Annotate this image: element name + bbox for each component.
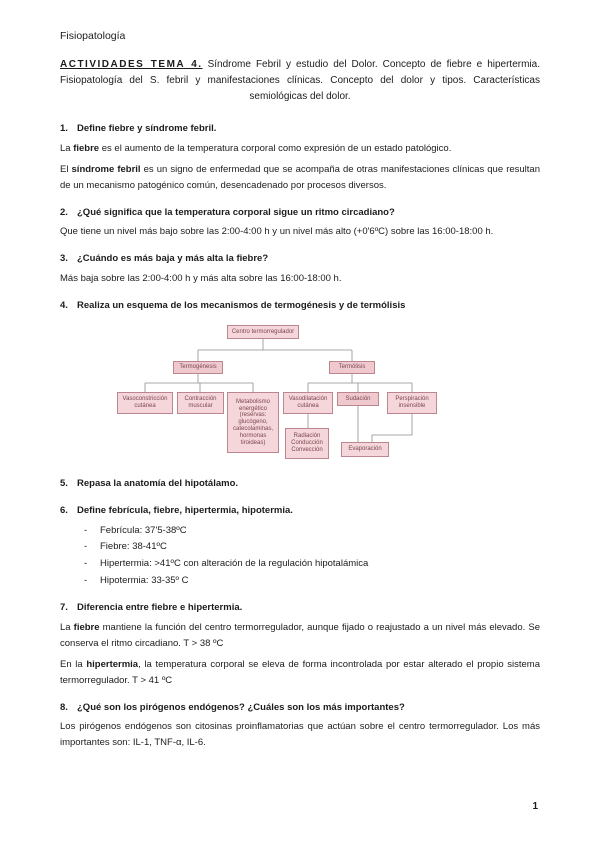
question-title: Diferencia entre fiebre e hipertermia.: [77, 602, 243, 614]
question-8-heading: [60, 701, 540, 716]
question-title: Realiza un esquema de los mecanismos de termogénesis y de termólisis: [77, 299, 406, 311]
question-1: [60, 122, 540, 194]
question-number: 2.: [60, 206, 68, 218]
diagram-node-metabolismo-energetico: Metabolismo energético (reservas: glucógeno, catecolaminas, hormonas tiroideas): [227, 392, 279, 453]
diagram-node-perspiracion: Perspiración insensible: [387, 392, 437, 414]
course-header: Fisiopatología: [60, 30, 126, 42]
question-6: [60, 504, 540, 589]
list-bullet: -: [84, 541, 88, 553]
question-number: 3.: [60, 253, 68, 265]
question-5-heading: [60, 477, 540, 492]
answer-paragraph: La fiebre mantiene la función del centro termorregulador, aunque fijado o reajustado a un nivel más elevado. Se conserva el ritmo circadiano. T > 38 ºC: [60, 621, 540, 649]
question-2: [60, 206, 540, 240]
question-7-heading: [60, 601, 540, 616]
question-title: ¿Qué significa que la temperatura corporal sigue un ritmo circadiano?: [77, 206, 395, 218]
question-title: Repasa la anatomía del hipotálamo.: [77, 478, 239, 490]
answer-paragraph: Más baja sobre las 2:00-4:00 h y más alta sobre las 16:00-18:00 h.: [60, 272, 342, 284]
question-4-heading: [60, 299, 540, 314]
list-item-text: Fiebre: 38-41ºC: [100, 541, 167, 553]
question-number: 7.: [60, 602, 68, 614]
question-3: [60, 252, 540, 286]
list-item-text: Hipertermia: >41ºC con alteración de la regulación hipotalámica: [100, 557, 369, 569]
list-bullet: -: [84, 557, 88, 569]
diagram-node-vasodilatacion: Vasodilatación cutánea: [283, 392, 333, 414]
list-bullet: -: [84, 524, 88, 536]
question-number: 1.: [60, 123, 68, 134]
question-title: ¿Qué son los pirógenos endógenos? ¿Cuáles son los más importantes?: [77, 701, 405, 713]
list-bullet: -: [84, 574, 88, 586]
question-2-heading: [60, 206, 540, 221]
question-title: Define fiebre y síndrome febril.: [77, 123, 217, 134]
question-title: Define febrícula, fiebre, hipertermia, hipotermia.: [77, 504, 293, 516]
diagram-node-evaporacion: Evaporación: [341, 442, 389, 457]
question-number: 8.: [60, 701, 68, 713]
diagram-node-centro-termorregulador: Centro termorregulador: [227, 325, 299, 339]
diagram-node-sudacion: Sudación: [337, 392, 379, 406]
question-number: 4.: [60, 299, 68, 311]
list-item-text: Hipotermia: 33-35º C: [100, 574, 189, 586]
question-3-heading: [60, 252, 540, 267]
answer-paragraph: Los pirógenos endógenos son citosinas proinflamatorias que actúan sobre el centro termorregulador. Los más importantes son: IL-1, TNF-α, IL-6.: [60, 721, 540, 748]
diagram-node-termogenesis: Termogénesis: [173, 361, 223, 374]
diagram-node-radiacion-conduccion-conveccion: Radiación Conducción Convección: [285, 428, 329, 459]
definitions-list: [60, 523, 540, 590]
list-item: [60, 539, 540, 556]
diagram-node-contraccion-muscular: Contracción muscular: [177, 392, 224, 414]
question-number: 5.: [60, 478, 68, 490]
answer-paragraph: La fiebre es el aumento de la temperatura corporal como expresión de un estado patológico.: [60, 142, 452, 154]
list-item-text: Febrícula: 37'5-38ºC: [100, 524, 187, 536]
question-number: 6.: [60, 504, 68, 516]
question-7: [60, 601, 540, 688]
diagram-node-termolisis: Termólisis: [329, 361, 375, 374]
answer-paragraph: Que tiene un nivel más bajo sobre las 2:00-4:00 h y un nivel más alto (+0'6ºC) sobre las 16:00-18:00 h.: [60, 226, 494, 238]
question-5: [60, 477, 540, 492]
question-6-heading: [60, 504, 540, 519]
answer-paragraph: En la hipertermia, la temperatura corporal se eleva de forma incontrolada por estar alterado el propio sistema termorregulador. T > 41 ºC: [60, 659, 541, 686]
question-title: ¿Cuándo es más baja y más alta la fiebre?: [77, 253, 269, 265]
document-title: ACTIVIDADES TEMA 4. Síndrome Febril y estudio del Dolor. Concepto de fiebre e hipertermia. Fisiopatología del S. febril y manifestaciones clínicas. Concepto del dolor y tipos. Características semiológicas del dolor.: [60, 59, 540, 102]
termoregulation-diagram: [110, 323, 490, 465]
answer-paragraph: El síndrome febril es un signo de enfermedad que se acompaña de otras manifestaciones clínicas que resultan de un mecanismo patogénico común, desencadenado por procesos diversos.: [60, 164, 540, 192]
question-8: [60, 701, 540, 751]
list-item: [60, 523, 540, 540]
list-item: [60, 556, 540, 573]
question-1-heading: [60, 122, 540, 137]
list-item: [60, 573, 540, 590]
diagram-node-vasoconstriccion: Vasoconstricción cutánea: [117, 392, 173, 414]
page-number: 1: [532, 801, 538, 812]
question-4: [60, 299, 540, 466]
